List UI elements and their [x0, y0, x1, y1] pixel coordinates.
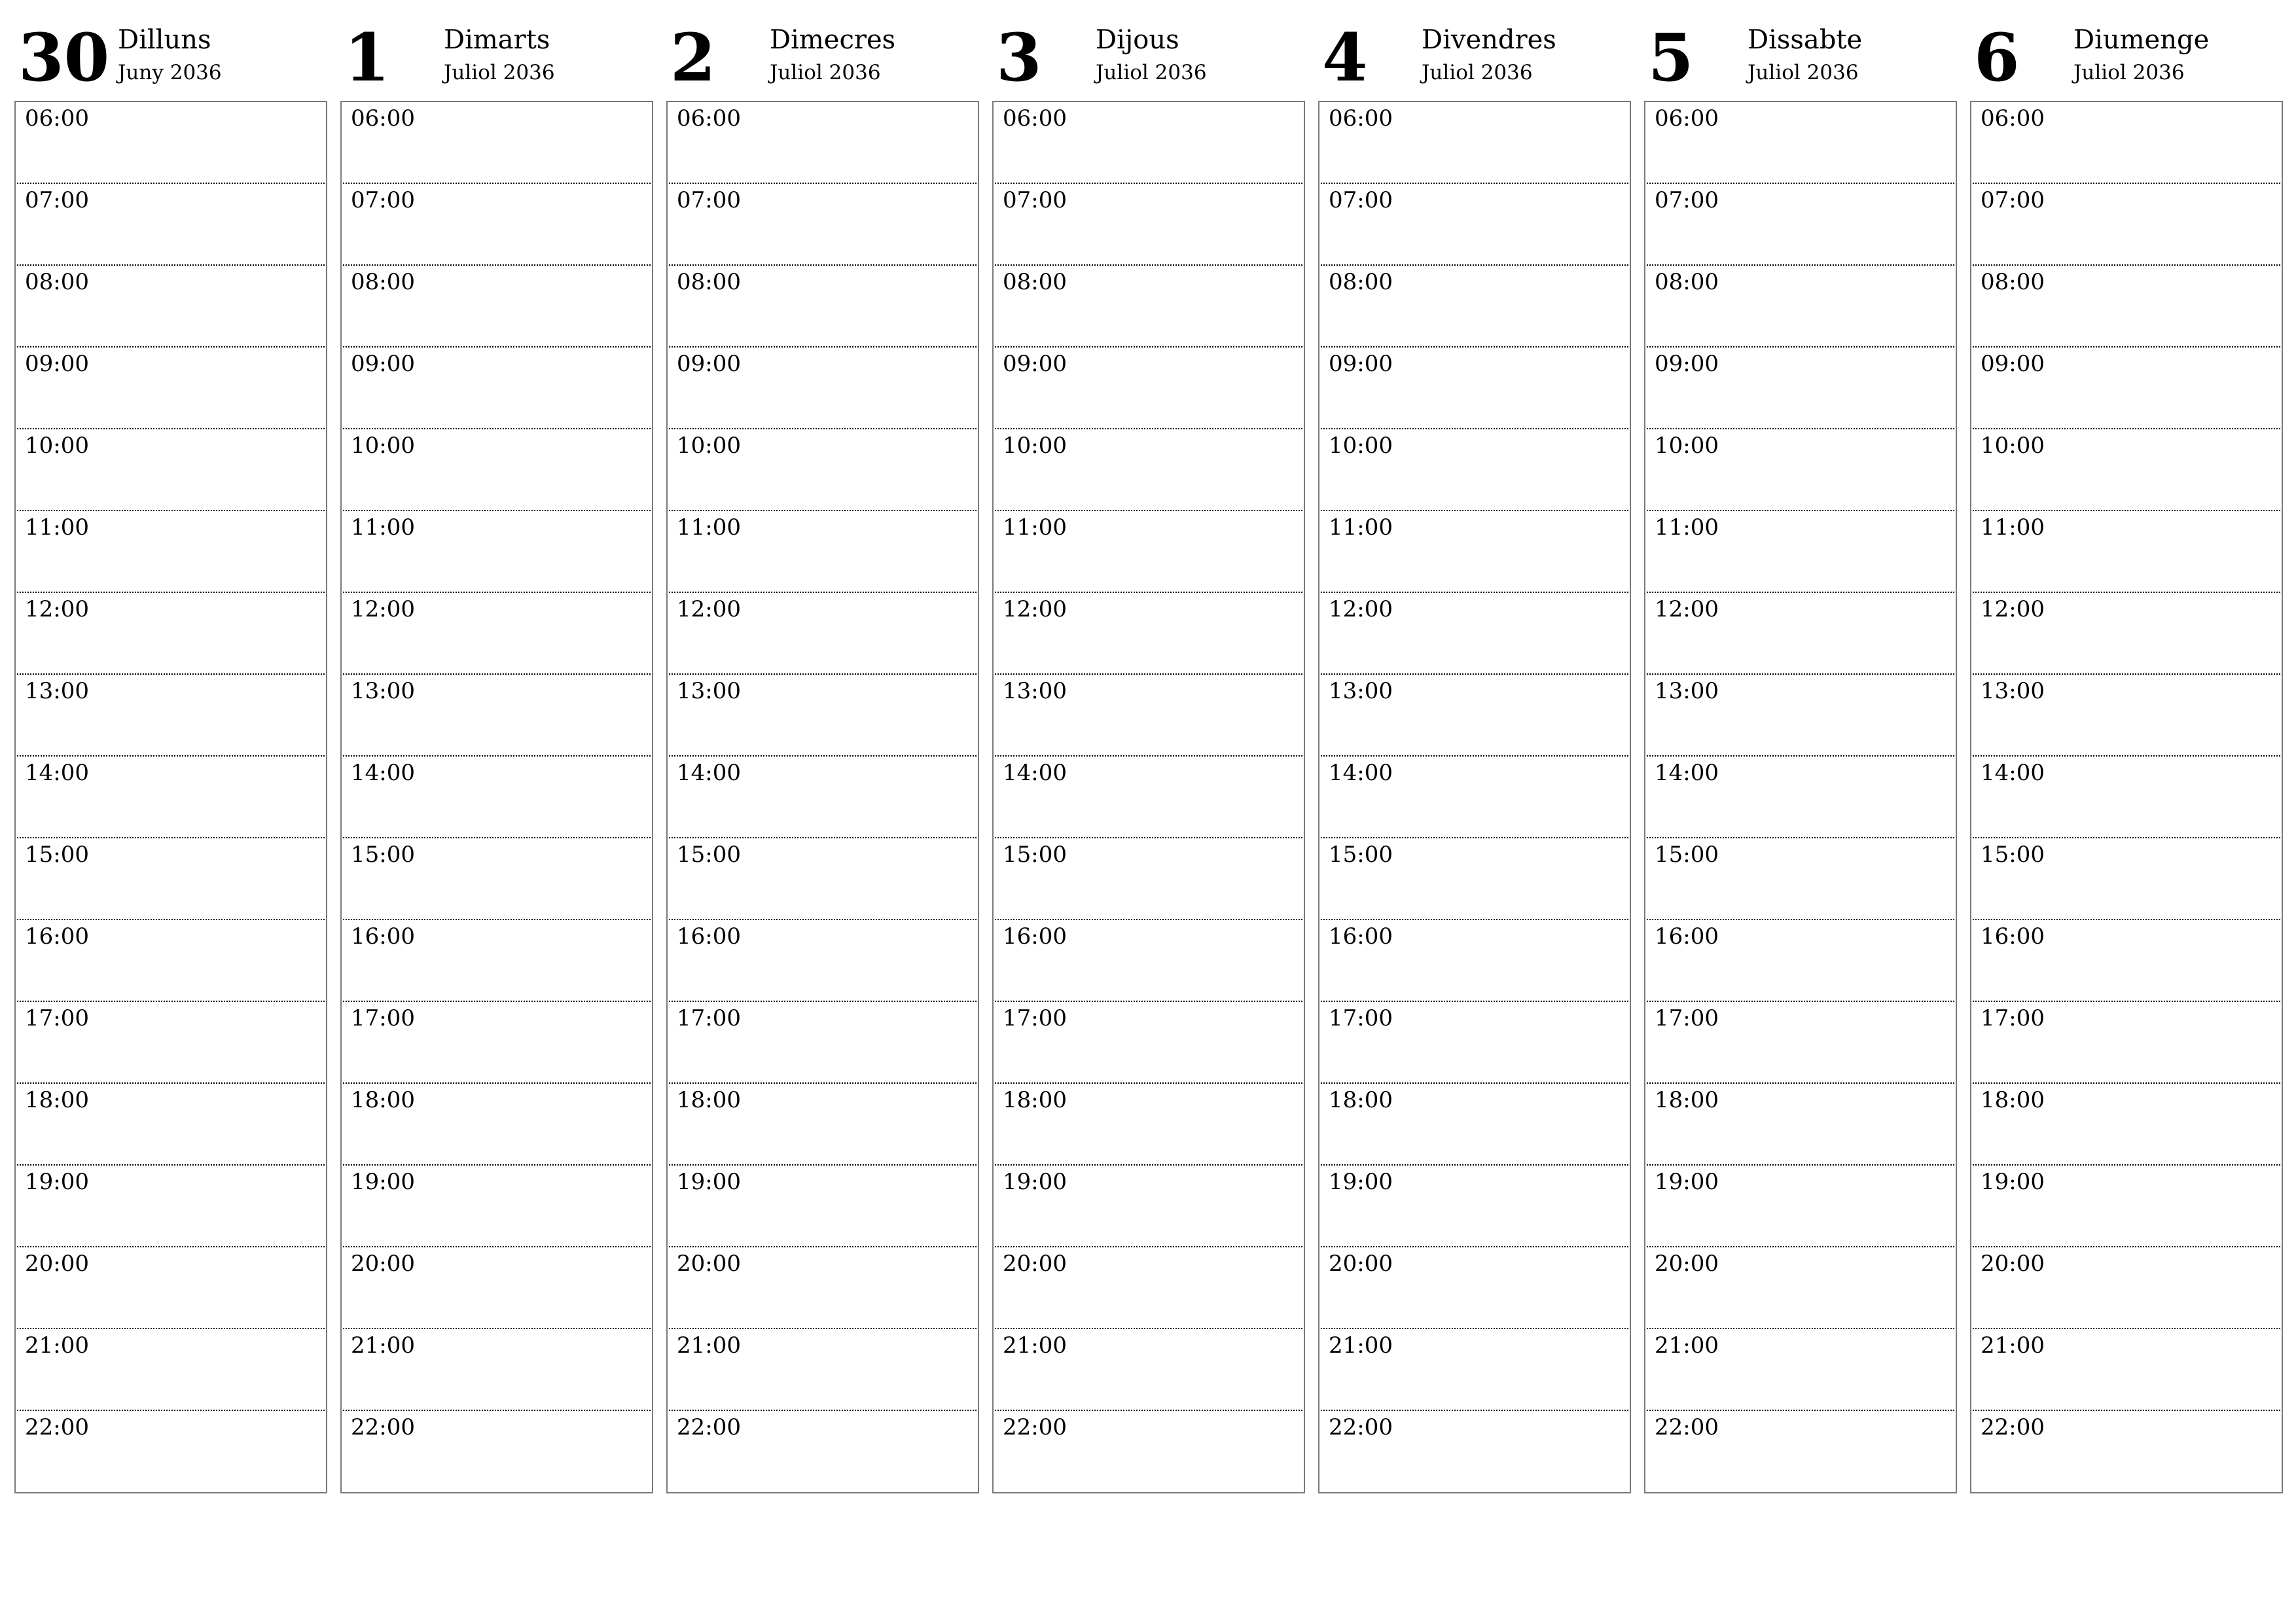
time-label: 13:00: [677, 678, 741, 704]
time-label: 09:00: [1655, 351, 1719, 377]
time-slot[interactable]: [343, 266, 651, 348]
time-slot[interactable]: [669, 593, 977, 675]
time-slot[interactable]: [1973, 1084, 2280, 1166]
day-number: 6: [1974, 19, 2020, 96]
time-slot[interactable]: [995, 429, 1302, 511]
time-label: 18:00: [677, 1087, 741, 1113]
time-label: 18:00: [351, 1087, 415, 1113]
time-slot[interactable]: [17, 757, 325, 838]
time-slot[interactable]: [17, 1166, 325, 1247]
time-slot[interactable]: [1973, 1247, 2280, 1329]
day-month: Juliol 2036: [2073, 61, 2185, 84]
time-label: 21:00: [1981, 1332, 2045, 1359]
day-header: [666, 20, 979, 101]
time-slot[interactable]: [1647, 838, 1954, 920]
time-label: 11:00: [1003, 514, 1067, 541]
time-slot[interactable]: [1973, 920, 2280, 1002]
time-label: 10:00: [1003, 433, 1067, 459]
time-label: 20:00: [1655, 1251, 1719, 1277]
time-slot[interactable]: [669, 348, 977, 429]
day-schedule-box: [340, 101, 653, 1493]
time-label: 08:00: [351, 269, 415, 295]
time-label: 12:00: [1981, 596, 2045, 622]
day-number: 3: [996, 19, 1042, 96]
time-slot[interactable]: [343, 184, 651, 266]
time-label: 10:00: [677, 433, 741, 459]
time-slot[interactable]: [17, 348, 325, 429]
time-label: 09:00: [25, 351, 89, 377]
time-slot[interactable]: [995, 1411, 1302, 1493]
time-slot[interactable]: [343, 757, 651, 838]
time-slot[interactable]: [1647, 184, 1954, 266]
time-label: 10:00: [351, 433, 415, 459]
time-label: 08:00: [1003, 269, 1067, 295]
day-month: Juliol 2036: [1748, 61, 1859, 84]
time-slot[interactable]: [1647, 1247, 1954, 1329]
time-slot[interactable]: [1647, 1002, 1954, 1084]
time-label: 17:00: [351, 1005, 415, 1031]
time-label: 08:00: [677, 269, 741, 295]
time-label: 12:00: [351, 596, 415, 622]
day-month: Juliol 2036: [770, 61, 881, 84]
day-header: [14, 20, 327, 101]
time-slot[interactable]: [1973, 1411, 2280, 1493]
time-slot[interactable]: [17, 1002, 325, 1084]
time-slot[interactable]: [669, 1411, 977, 1493]
time-label: 11:00: [1655, 514, 1719, 541]
time-slot[interactable]: [1647, 102, 1954, 184]
time-slot[interactable]: [1321, 1247, 1628, 1329]
day-column: [1644, 19, 1957, 1440]
time-label: 07:00: [1981, 187, 2045, 213]
time-label: 07:00: [351, 187, 415, 213]
day-column: [1970, 19, 2283, 1440]
time-label: 15:00: [1655, 842, 1719, 868]
time-slot[interactable]: [669, 920, 977, 1002]
day-number: 4: [1322, 19, 1368, 96]
time-slot[interactable]: [1321, 1411, 1628, 1493]
time-label: 06:00: [1329, 105, 1393, 132]
time-slot[interactable]: [995, 675, 1302, 757]
time-slot[interactable]: [1973, 838, 2280, 920]
time-label: 19:00: [1329, 1169, 1393, 1195]
time-slot[interactable]: [1321, 1002, 1628, 1084]
time-slot[interactable]: [17, 1329, 325, 1411]
day-month: Juliol 2036: [1096, 61, 1207, 84]
time-slot[interactable]: [669, 184, 977, 266]
time-slot[interactable]: [995, 102, 1302, 184]
time-label: 21:00: [351, 1332, 415, 1359]
time-label: 19:00: [1003, 1169, 1067, 1195]
time-label: 20:00: [1329, 1251, 1393, 1277]
time-label: 09:00: [677, 351, 741, 377]
day-schedule-box: [1644, 101, 1957, 1493]
day-column: [1318, 19, 1631, 1440]
time-label: 14:00: [1003, 760, 1067, 786]
time-label: 10:00: [1329, 433, 1393, 459]
time-label: 11:00: [351, 514, 415, 541]
time-slot[interactable]: [1321, 593, 1628, 675]
time-slot[interactable]: [1321, 348, 1628, 429]
time-label: 20:00: [351, 1251, 415, 1277]
time-label: 21:00: [1003, 1332, 1067, 1359]
time-label: 16:00: [351, 923, 415, 950]
time-label: 21:00: [1329, 1332, 1393, 1359]
time-slot[interactable]: [343, 1166, 651, 1247]
time-slot[interactable]: [17, 102, 325, 184]
time-label: 16:00: [1003, 923, 1067, 950]
day-header: [1318, 20, 1631, 101]
time-label: 22:00: [1329, 1414, 1393, 1440]
time-slot[interactable]: [17, 838, 325, 920]
time-label: 06:00: [25, 105, 89, 132]
time-slot[interactable]: [343, 511, 651, 593]
time-label: 11:00: [1981, 514, 2045, 541]
time-label: 11:00: [1329, 514, 1393, 541]
time-label: 14:00: [677, 760, 741, 786]
time-slot[interactable]: [343, 838, 651, 920]
time-label: 15:00: [1003, 842, 1067, 868]
time-label: 18:00: [1329, 1087, 1393, 1113]
time-slot[interactable]: [1647, 675, 1954, 757]
time-slot[interactable]: [343, 1411, 651, 1493]
time-label: 07:00: [1329, 187, 1393, 213]
time-slot[interactable]: [343, 1247, 651, 1329]
time-slot[interactable]: [669, 266, 977, 348]
time-slot[interactable]: [1647, 1329, 1954, 1411]
time-label: 15:00: [351, 842, 415, 868]
time-label: 22:00: [351, 1414, 415, 1440]
time-slot[interactable]: [1647, 266, 1954, 348]
time-label: 16:00: [25, 923, 89, 950]
day-header: [1644, 20, 1957, 101]
time-slot[interactable]: [669, 1166, 977, 1247]
time-label: 14:00: [351, 760, 415, 786]
time-slot[interactable]: [1321, 1084, 1628, 1166]
time-slot[interactable]: [1321, 511, 1628, 593]
day-name: Dissabte: [1748, 25, 1863, 55]
time-slot[interactable]: [1647, 1411, 1954, 1493]
time-label: 22:00: [1981, 1414, 2045, 1440]
time-slot[interactable]: [995, 266, 1302, 348]
time-slot[interactable]: [995, 757, 1302, 838]
time-slot[interactable]: [1973, 184, 2280, 266]
day-name: Divendres: [1422, 25, 1556, 55]
time-slot[interactable]: [995, 838, 1302, 920]
time-slot[interactable]: [1973, 593, 2280, 675]
time-slot[interactable]: [995, 1329, 1302, 1411]
day-schedule-box: [992, 101, 1305, 1493]
time-label: 13:00: [1655, 678, 1719, 704]
time-label: 13:00: [1981, 678, 2045, 704]
time-label: 21:00: [25, 1332, 89, 1359]
time-slot[interactable]: [1973, 102, 2280, 184]
time-label: 06:00: [351, 105, 415, 132]
time-label: 16:00: [1329, 923, 1393, 950]
time-slot[interactable]: [1647, 920, 1954, 1002]
time-label: 22:00: [1655, 1414, 1719, 1440]
time-label: 10:00: [1981, 433, 2045, 459]
time-label: 16:00: [1655, 923, 1719, 950]
time-slot[interactable]: [17, 1411, 325, 1493]
time-slot[interactable]: [669, 838, 977, 920]
time-label: 12:00: [1655, 596, 1719, 622]
day-column: [14, 19, 327, 1440]
time-slot[interactable]: [17, 675, 325, 757]
time-slot[interactable]: [995, 1002, 1302, 1084]
time-slot[interactable]: [343, 920, 651, 1002]
time-slot[interactable]: [17, 593, 325, 675]
time-label: 13:00: [351, 678, 415, 704]
day-column: [340, 19, 653, 1440]
time-slot[interactable]: [1973, 511, 2280, 593]
time-slot[interactable]: [669, 675, 977, 757]
day-header: [1970, 20, 2283, 101]
time-slot[interactable]: [1647, 429, 1954, 511]
time-slot[interactable]: [343, 348, 651, 429]
time-slot[interactable]: [343, 429, 651, 511]
time-label: 18:00: [1981, 1087, 2045, 1113]
time-label: 21:00: [1655, 1332, 1719, 1359]
time-slot[interactable]: [17, 266, 325, 348]
time-label: 17:00: [25, 1005, 89, 1031]
time-slot[interactable]: [995, 348, 1302, 429]
time-slot[interactable]: [1647, 757, 1954, 838]
time-label: 08:00: [25, 269, 89, 295]
time-label: 09:00: [1329, 351, 1393, 377]
time-label: 20:00: [1981, 1251, 2045, 1277]
time-slot[interactable]: [1647, 593, 1954, 675]
time-label: 15:00: [1981, 842, 2045, 868]
time-slot[interactable]: [669, 1247, 977, 1329]
time-slot[interactable]: [1647, 1166, 1954, 1247]
time-label: 06:00: [1003, 105, 1067, 132]
time-slot[interactable]: [669, 102, 977, 184]
time-slot[interactable]: [343, 593, 651, 675]
time-label: 20:00: [677, 1251, 741, 1277]
time-slot[interactable]: [1321, 675, 1628, 757]
time-slot[interactable]: [17, 920, 325, 1002]
time-slot[interactable]: [343, 1002, 651, 1084]
time-label: 13:00: [1003, 678, 1067, 704]
time-slot[interactable]: [17, 1247, 325, 1329]
time-slot[interactable]: [343, 675, 651, 757]
time-label: 12:00: [677, 596, 741, 622]
time-slot[interactable]: [1973, 429, 2280, 511]
time-slot[interactable]: [1973, 266, 2280, 348]
time-label: 14:00: [1655, 760, 1719, 786]
time-label: 20:00: [1003, 1251, 1067, 1277]
day-number: 2: [670, 19, 716, 96]
day-month: Juliol 2036: [444, 61, 555, 84]
time-slot[interactable]: [1321, 838, 1628, 920]
time-label: 06:00: [1981, 105, 2045, 132]
time-label: 16:00: [1981, 923, 2045, 950]
time-label: 22:00: [677, 1414, 741, 1440]
day-name: Dimecres: [770, 25, 896, 55]
day-month: Juliol 2036: [1422, 61, 1533, 84]
time-slot[interactable]: [1973, 757, 2280, 838]
time-slot[interactable]: [1973, 1166, 2280, 1247]
time-label: 07:00: [1655, 187, 1719, 213]
time-label: 13:00: [1329, 678, 1393, 704]
day-number: 5: [1648, 19, 1694, 96]
time-label: 06:00: [677, 105, 741, 132]
time-label: 15:00: [25, 842, 89, 868]
day-name: Dijous: [1096, 25, 1179, 55]
time-label: 17:00: [1981, 1005, 2045, 1031]
time-label: 09:00: [1003, 351, 1067, 377]
day-header: [992, 20, 1305, 101]
day-name: Dilluns: [118, 25, 211, 55]
time-label: 14:00: [1981, 760, 2045, 786]
time-slot[interactable]: [669, 511, 977, 593]
day-schedule-box: [14, 101, 327, 1493]
time-slot[interactable]: [1647, 511, 1954, 593]
time-slot[interactable]: [1647, 348, 1954, 429]
time-slot[interactable]: [995, 1166, 1302, 1247]
time-label: 19:00: [1655, 1169, 1719, 1195]
time-slot[interactable]: [995, 1084, 1302, 1166]
time-label: 21:00: [677, 1332, 741, 1359]
time-slot[interactable]: [1321, 184, 1628, 266]
day-month: Juny 2036: [118, 61, 222, 84]
time-slot[interactable]: [669, 429, 977, 511]
time-label: 13:00: [25, 678, 89, 704]
time-slot[interactable]: [995, 184, 1302, 266]
time-slot[interactable]: [17, 511, 325, 593]
time-slot[interactable]: [1973, 1002, 2280, 1084]
time-label: 12:00: [1003, 596, 1067, 622]
time-slot[interactable]: [1321, 1329, 1628, 1411]
time-label: 07:00: [25, 187, 89, 213]
time-label: 10:00: [25, 433, 89, 459]
time-slot[interactable]: [17, 429, 325, 511]
day-number: 30: [18, 19, 110, 96]
day-column: [666, 19, 979, 1440]
day-name: Diumenge: [2073, 25, 2210, 55]
time-slot[interactable]: [1321, 757, 1628, 838]
time-slot[interactable]: [669, 1084, 977, 1166]
time-label: 20:00: [25, 1251, 89, 1277]
time-slot[interactable]: [1973, 675, 2280, 757]
time-slot[interactable]: [669, 1002, 977, 1084]
time-slot[interactable]: [995, 511, 1302, 593]
time-label: 08:00: [1329, 269, 1393, 295]
time-label: 07:00: [677, 187, 741, 213]
time-label: 14:00: [25, 760, 89, 786]
time-label: 09:00: [351, 351, 415, 377]
time-slot[interactable]: [1321, 429, 1628, 511]
time-label: 18:00: [1655, 1087, 1719, 1113]
day-schedule-box: [1970, 101, 2283, 1493]
day-number: 1: [344, 19, 390, 96]
time-label: 22:00: [25, 1414, 89, 1440]
time-label: 22:00: [1003, 1414, 1067, 1440]
time-slot[interactable]: [1647, 1084, 1954, 1166]
time-slot[interactable]: [1973, 1329, 2280, 1411]
day-schedule-box: [666, 101, 979, 1493]
time-slot[interactable]: [1321, 1166, 1628, 1247]
time-slot[interactable]: [995, 920, 1302, 1002]
time-slot[interactable]: [669, 757, 977, 838]
time-label: 15:00: [1329, 842, 1393, 868]
time-slot[interactable]: [17, 184, 325, 266]
time-slot[interactable]: [343, 1084, 651, 1166]
time-label: 12:00: [25, 596, 89, 622]
time-label: 08:00: [1655, 269, 1719, 295]
time-label: 17:00: [677, 1005, 741, 1031]
time-label: 18:00: [1003, 1087, 1067, 1113]
time-label: 11:00: [677, 514, 741, 541]
time-slot[interactable]: [1321, 102, 1628, 184]
time-slot[interactable]: [1973, 348, 2280, 429]
time-label: 11:00: [25, 514, 89, 541]
day-name: Dimarts: [444, 25, 550, 55]
time-slot[interactable]: [343, 102, 651, 184]
day-column: [992, 19, 1305, 1440]
time-label: 08:00: [1981, 269, 2045, 295]
time-slot[interactable]: [1321, 266, 1628, 348]
time-slot[interactable]: [669, 1329, 977, 1411]
time-slot[interactable]: [995, 593, 1302, 675]
time-label: 14:00: [1329, 760, 1393, 786]
time-label: 19:00: [25, 1169, 89, 1195]
time-label: 07:00: [1003, 187, 1067, 213]
time-label: 15:00: [677, 842, 741, 868]
time-label: 17:00: [1003, 1005, 1067, 1031]
time-label: 17:00: [1655, 1005, 1719, 1031]
time-label: 19:00: [1981, 1169, 2045, 1195]
day-schedule-box: [1318, 101, 1631, 1493]
time-label: 19:00: [351, 1169, 415, 1195]
time-slot[interactable]: [343, 1329, 651, 1411]
time-label: 18:00: [25, 1087, 89, 1113]
time-label: 19:00: [677, 1169, 741, 1195]
time-label: 17:00: [1329, 1005, 1393, 1031]
time-slot[interactable]: [995, 1247, 1302, 1329]
time-slot[interactable]: [1321, 920, 1628, 1002]
time-label: 16:00: [677, 923, 741, 950]
time-label: 10:00: [1655, 433, 1719, 459]
time-label: 09:00: [1981, 351, 2045, 377]
time-slot[interactable]: [17, 1084, 325, 1166]
time-label: 06:00: [1655, 105, 1719, 132]
time-label: 12:00: [1329, 596, 1393, 622]
day-header: [340, 20, 653, 101]
